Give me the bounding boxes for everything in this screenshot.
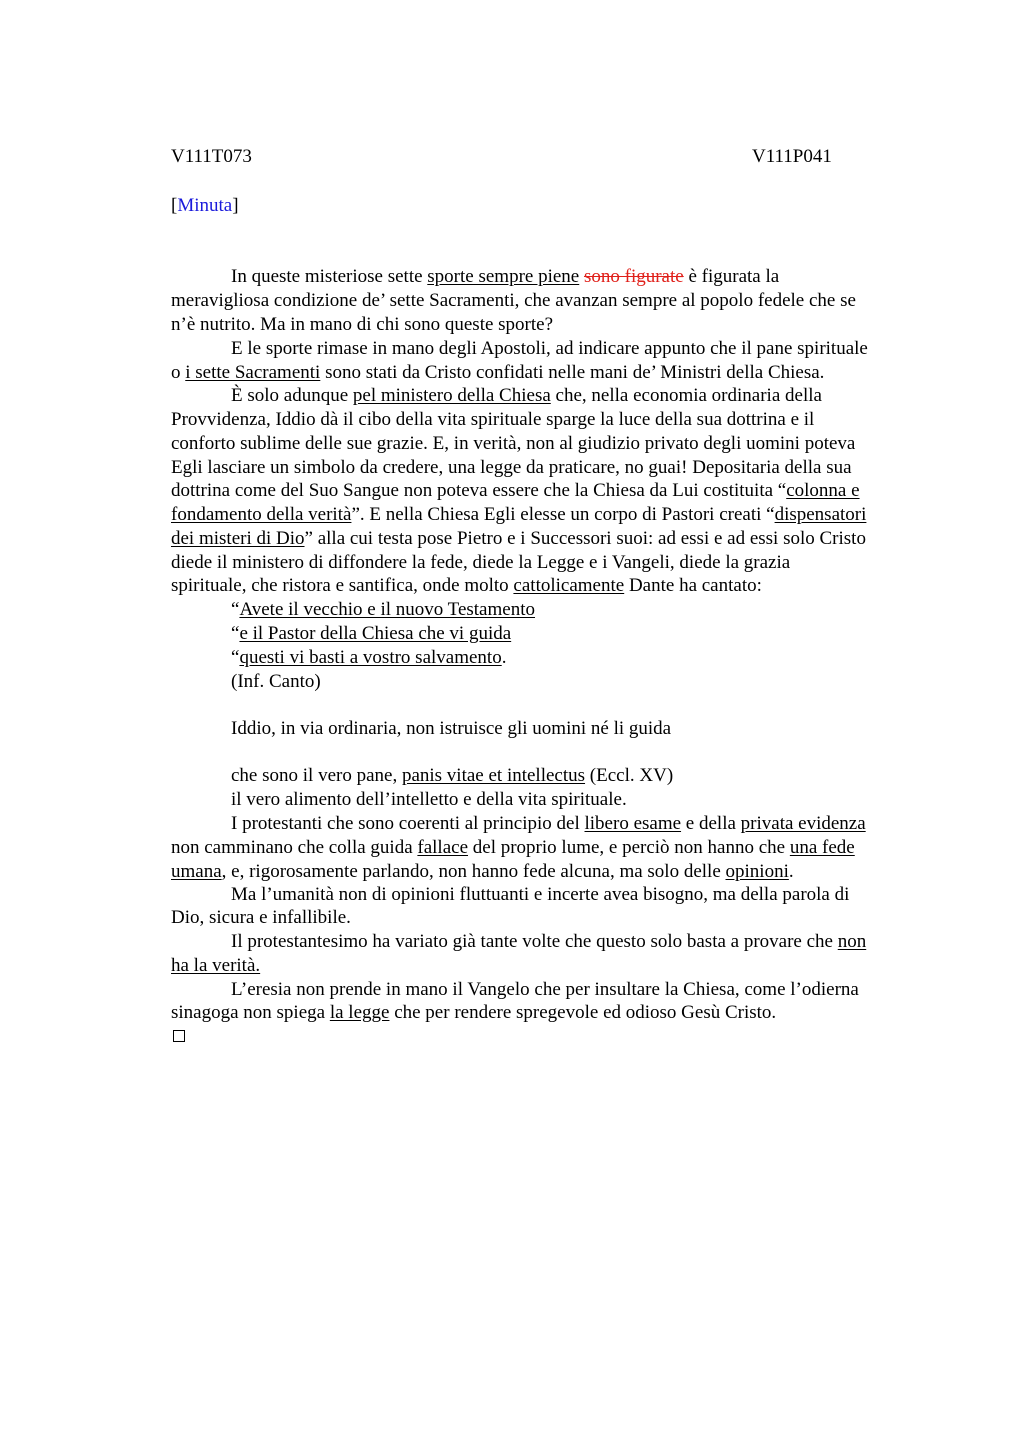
text-line (231, 670, 321, 694)
text-segment: . (788, 861, 794, 882)
text-line (171, 432, 855, 456)
text-segment: spirituale, che ristora e santifica, onde molto (171, 575, 514, 596)
text-line (171, 361, 824, 385)
text-line (171, 527, 866, 551)
text-line (171, 1001, 776, 1025)
underlined-text: sporte sempre piene (427, 266, 580, 287)
text-segment: non camminano che colla guida (171, 837, 418, 858)
underlined-text: privata evidenza (740, 813, 866, 834)
text-segment: che, nella economia ordinaria della (550, 385, 822, 406)
underlined-text: e il Pastor della Chiesa che vi guida (239, 623, 512, 644)
text-segment: Ma l’umanità non di opinioni fluttuanti e incerte avea bisogno, ma della parola di (231, 884, 850, 905)
text-segment: “ (231, 599, 240, 620)
underlined-text: questi vi basti a vostro salvamento (239, 647, 502, 668)
text-segment: ”. E nella Chiesa Egli elesse un corpo di Pastori creati “ (351, 504, 775, 525)
text-line (171, 408, 814, 432)
underlined-text: Avete il vecchio e il nuovo Testamento (239, 599, 535, 620)
text-segment: Egli lasciare un simbolo da credere, una legge da praticare, no guai! Depositaria della sua (171, 457, 852, 478)
text-line (231, 337, 868, 361)
text-line (171, 313, 553, 337)
text-segment: Provvidenza, Iddio dà il cibo della vita spirituale sparge la luce della sua dottrina e il (171, 409, 815, 430)
text-line (171, 479, 860, 503)
text-segment: meravigliosa condizione de’ sette Sacramenti, che avanzan sempre al popolo fedele che se (171, 290, 856, 311)
text-segment: n’è nutrito. Ma in mano di chi sono queste sporte? (171, 314, 554, 335)
minuta-label: Minuta (177, 195, 233, 216)
underlined-text: la legge (329, 1002, 390, 1023)
underlined-text: pel ministero della Chiesa (352, 385, 551, 406)
text-line (171, 503, 866, 527)
text-segment: del proprio lume, e perciò non hanno che (468, 837, 790, 858)
text-segment: ” alla cui testa pose Pietro e i Successori suoi: ad essi e ad essi solo Cristo (304, 528, 866, 549)
text-segment: dottrina come del Suo Sangue non poteva essere che la Chiesa da Lui costituita “ (171, 480, 787, 501)
text-segment: che sono il vero pane, (231, 765, 402, 786)
text-segment: è figurata la (683, 266, 780, 287)
text-line (231, 717, 671, 741)
underlined-text: libero esame (584, 813, 682, 834)
text-segment: diede il ministero di diffondere la fede, diede la Legge e i Vangeli, diede la grazia (171, 552, 791, 573)
text-segment: o (171, 362, 186, 383)
document-code-right: V111P041 (752, 146, 832, 167)
text-line (231, 622, 511, 646)
underlined-text: una fede (789, 837, 855, 858)
text-segment: (Inf. Canto) (231, 671, 321, 692)
text-line (231, 978, 859, 1002)
text-segment: Iddio, in via ordinaria, non istruisce gli uomini né li guida (231, 718, 672, 739)
text-line (171, 289, 856, 313)
text-segment: sinagoga non spiega (171, 1002, 330, 1023)
text-line (231, 883, 849, 907)
underlined-text: non (837, 931, 867, 952)
text-segment: Il protestantesimo ha variato già tante volte che questo solo basta a provare che (231, 931, 838, 952)
underlined-text: umana (171, 861, 222, 882)
text-segment: (Eccl. XV) (585, 765, 674, 786)
text-segment: e della (681, 813, 741, 834)
text-line (171, 551, 790, 575)
underlined-text: fallace (417, 837, 469, 858)
text-line (171, 954, 260, 978)
text-segment: sono stati da Cristo confidati nelle mani de’ Ministri della Chiesa. (320, 362, 825, 383)
text-line (171, 574, 762, 598)
text-line (171, 836, 855, 860)
text-segment: È solo adunque (231, 385, 353, 406)
text-line (231, 764, 673, 788)
document-code-left: V111T073 (171, 146, 252, 167)
text-segment: , e, rigorosamente parlando, non hanno fede alcuna, ma solo delle (221, 861, 726, 882)
underlined-text: opinioni (725, 861, 789, 882)
bracket-close: ] (232, 195, 239, 216)
text-line (231, 812, 866, 836)
text-segment: Dante ha cantato: (624, 575, 762, 596)
deleted-text: sono figurate (583, 266, 684, 287)
text-line (231, 646, 506, 670)
text-segment: E le sporte rimase in mano degli Apostoli, ad indicare appunto che il pane spirituale (231, 338, 868, 359)
text-line (231, 598, 535, 622)
text-line (231, 788, 627, 812)
bracket-open: [ (171, 195, 178, 216)
underlined-text: ha la verità. (171, 955, 261, 976)
text-segment: conforto sublime delle sue grazie. E, in verità, non al giudizio privato degli uomini poteva (171, 433, 856, 454)
text-line (171, 860, 794, 884)
text-segment: I protestanti che sono coerenti al principio del (231, 813, 585, 834)
text-segment: che per rendere spregevole ed odioso Gesù Cristo. (389, 1002, 777, 1023)
underlined-text: cattolicamente (513, 575, 625, 596)
underlined-text: i sette Sacramenti (185, 362, 321, 383)
text-segment: “ (231, 623, 240, 644)
text-segment: il vero alimento dell’intelletto e della vita spirituale. (231, 789, 627, 810)
text-segment: “ (231, 647, 240, 668)
text-line (231, 930, 866, 954)
underlined-text: dispensatori (774, 504, 867, 525)
minuta-tag (171, 195, 239, 217)
text-segment: . (501, 647, 507, 668)
underlined-text: panis vitae et intellectus (401, 765, 586, 786)
underlined-text: fondamento della verità (171, 504, 352, 525)
underlined-text: colonna e (786, 480, 860, 501)
text-line (231, 384, 822, 408)
underlined-text: dei misteri di Dio (171, 528, 305, 549)
text-segment: L’eresia non prende in mano il Vangelo che per insultare la Chiesa, come l’odierna (231, 979, 859, 1000)
text-segment: In queste misteriose sette (231, 266, 428, 287)
text-line (171, 906, 351, 930)
text-segment: Dio, sicura e infallibile. (171, 907, 351, 928)
text-line (231, 265, 779, 289)
text-line (171, 456, 852, 480)
end-checkbox-icon[interactable] (173, 1030, 185, 1042)
